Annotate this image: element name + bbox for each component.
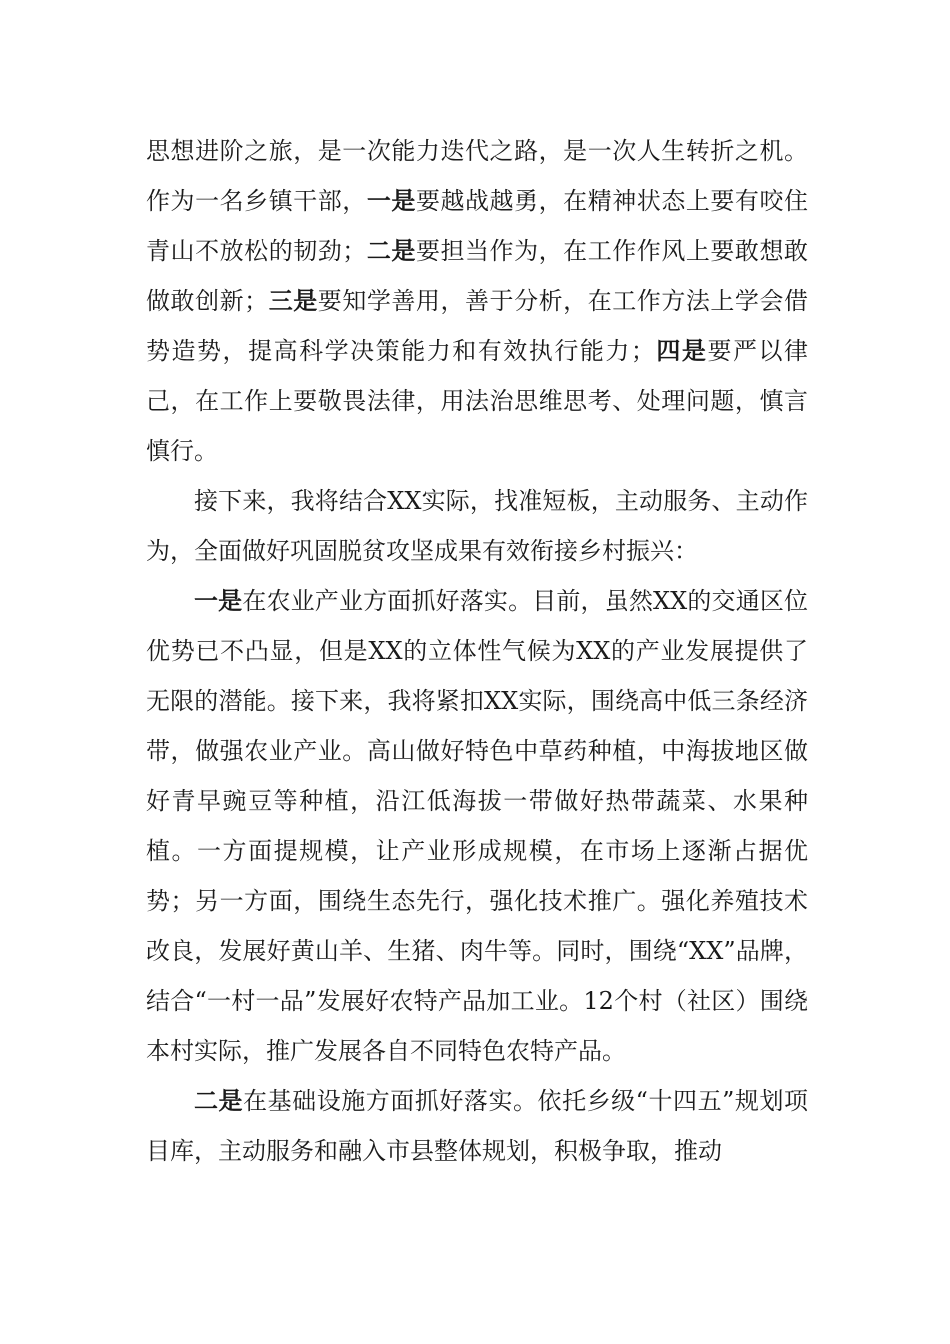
paragraph-2 [146,476,808,576]
text-segment: 接下来，我将结合XX实际，找准短板，主动服务、主动作为，全面做好巩固脱贫攻坚成果有效衔接乡村振兴： [146,487,808,565]
paragraph-4 [146,1076,808,1176]
text-segment: 要越战越勇，在精神状态上要有咬住青山不放松的韧劲； [146,187,809,265]
bold-marker: 三是 [268,286,318,315]
bold-marker: 二是 [366,236,416,265]
document-body [146,126,808,1176]
text-segment: 要严以律己，在工作上要敬畏法律，用法治思维思考、处理问题，慎言慎行。 [146,337,809,465]
text-segment: 在农业产业方面抓好落实。目前，虽然XX的交通区位优势已不凸显，但是XX的立体性气候为XX的产业发展提供了无限的潜能。接下来，我将紧扣XX实际，围绕高中低三条经济带，做强农业产业。高山做好特色中草药种植，中海拔地区做好青早豌豆等种植，沿江低海拔一带做好热带蔬菜、水果种植。一方面提规模，让产业形成规模，在市场上逐渐占据优势；另一方面，围绕生态先行，强化技术推广。强化养殖技术改良，发展好黄山羊、生猪、肉牛等。同时，围绕“XX”品牌，结合“一村一品”发展好农特产品加工业。12个村（社区）围绕本村实际，推广发展各自不同特色农特产品。 [146,587,809,1065]
bold-marker: 一是 [366,186,416,215]
bold-marker: 二是 [194,1086,244,1115]
text-segment: 在基础设施方面抓好落实。依托乡级“十四五”规划项目库，主动服务和融入市县整体规划，积极争取，推动 [146,1087,808,1165]
text-segment: 要担当作为，在工作作风上要敢想敢做敢创新； [146,237,809,315]
paragraph-3 [146,576,808,1076]
text-segment: 要知学善用，善于分析，在工作方法上学会借势造势，提高科学决策能力和有效执行能力； [146,287,809,365]
text-segment: 思想进阶之旅，是一次能力迭代之路，是一次人生转折之机。作为一名乡镇干部， [146,137,808,215]
bold-marker: 四是 [654,336,708,365]
paragraph-1 [146,126,808,476]
bold-marker: 一是 [194,586,243,615]
